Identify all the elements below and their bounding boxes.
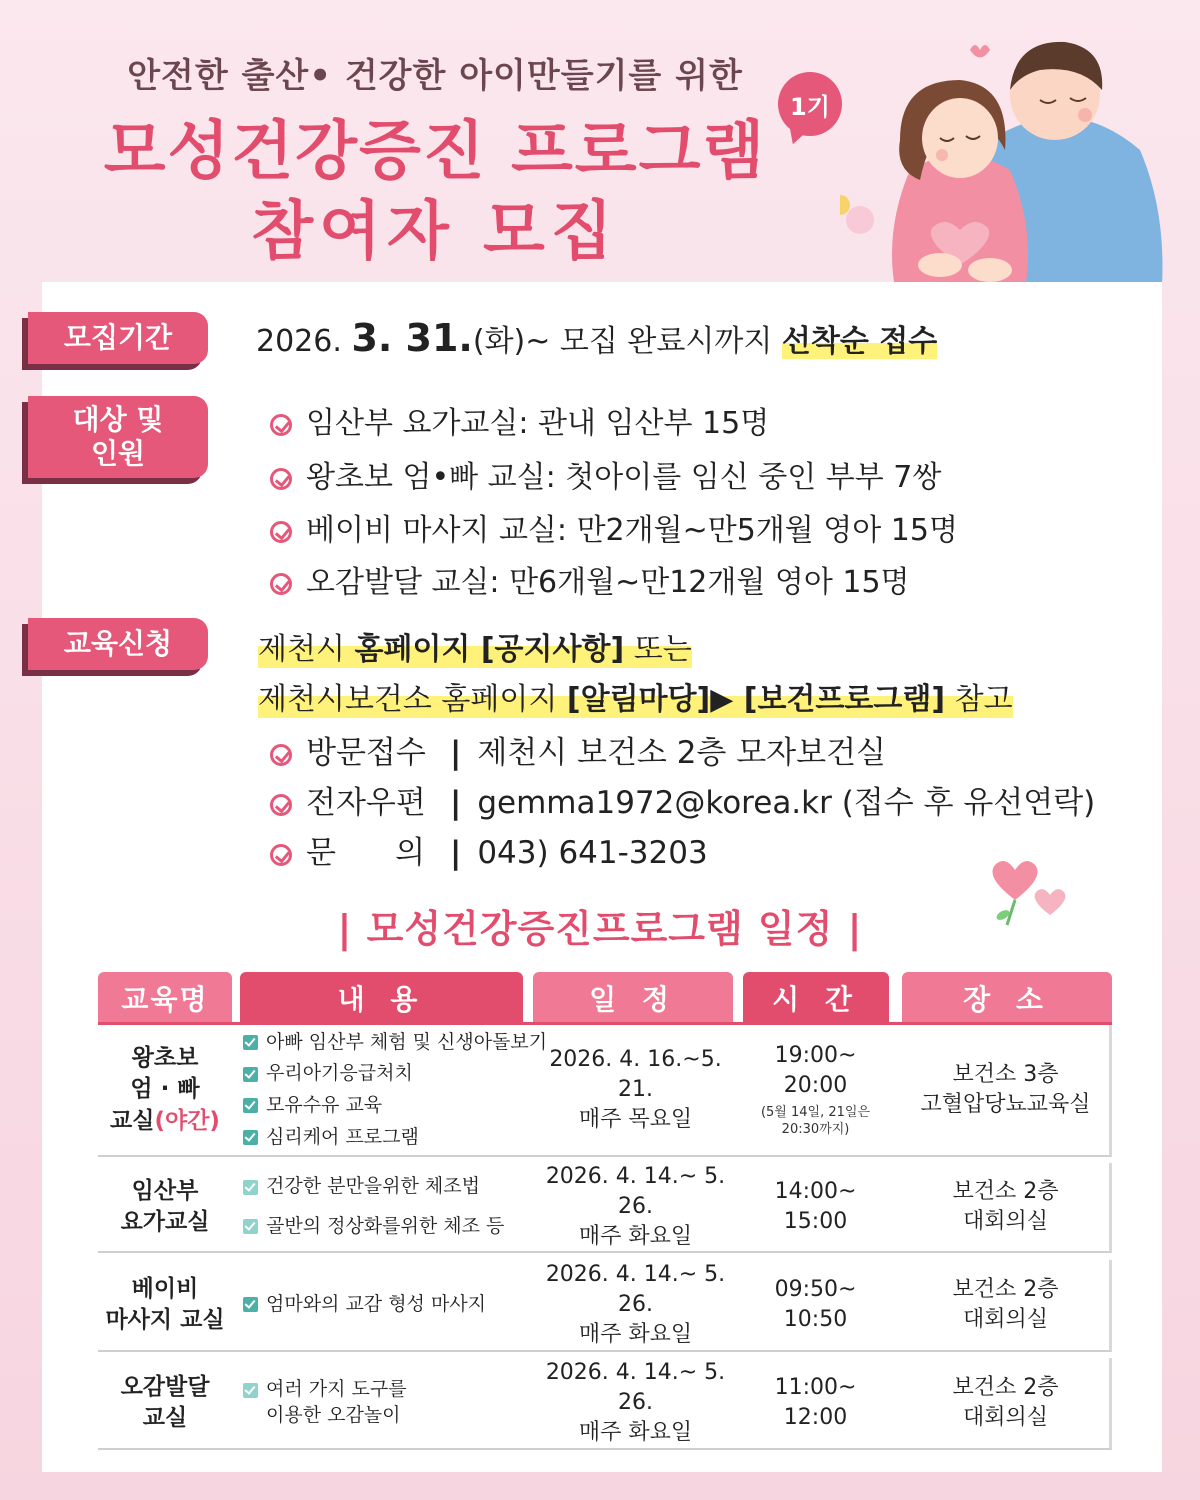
row-date-day: 매주 화요일 bbox=[578, 1223, 693, 1249]
apply-tag: 교육신청 bbox=[28, 618, 208, 670]
check-circle-icon bbox=[270, 468, 292, 490]
content-text: 우리아기응급처치 bbox=[266, 1062, 413, 1085]
col-header-time: 시 간 bbox=[743, 972, 889, 1024]
row-time bbox=[743, 1025, 888, 1155]
contact-key: 방문접수 bbox=[306, 735, 426, 771]
row-date-day: 매주 화요일 bbox=[578, 1419, 693, 1445]
content-item bbox=[243, 1174, 480, 1200]
table-row bbox=[98, 1025, 1112, 1157]
row-place bbox=[903, 1260, 1108, 1350]
checkbox-icon bbox=[243, 1383, 258, 1398]
content-item bbox=[243, 1377, 407, 1403]
row-place-line: 보건소 3층 bbox=[952, 1062, 1059, 1088]
target-desc: 관내 임산부 15명 bbox=[528, 406, 770, 441]
header-title-line2: 참여자 모집 bbox=[251, 195, 619, 269]
target-item bbox=[270, 452, 941, 496]
row-date-range: 2026. 4. 14.~ 5. 26. bbox=[545, 1262, 726, 1318]
row-content bbox=[243, 1358, 533, 1448]
checkbox-icon bbox=[243, 1297, 258, 1312]
row-place bbox=[903, 1025, 1108, 1155]
row-date-day: 매주 화요일 bbox=[578, 1321, 693, 1347]
target-desc: 만6개월~만12개월 영아 15명 bbox=[499, 565, 910, 600]
apply-line2-c: 참고 bbox=[945, 682, 1013, 717]
row-date bbox=[533, 1260, 738, 1350]
row-name-line: 요가교실 bbox=[120, 1209, 210, 1235]
row-place-line: 보건소 2층 bbox=[952, 1179, 1059, 1205]
header-subtitle: 안전한 출산• 건강한 아이만들기를 위한 bbox=[127, 56, 743, 96]
recruit-period-text bbox=[256, 316, 937, 360]
check-circle-icon bbox=[270, 573, 292, 595]
row-place-line: 보건소 2층 bbox=[952, 1277, 1059, 1303]
recruit-period-tag: 모집기간 bbox=[28, 312, 208, 364]
row-content bbox=[243, 1163, 533, 1251]
contact-value[interactable]: gemma1972@korea.kr (접수 후 유선연락) bbox=[477, 785, 1096, 821]
target-desc: 첫아이를 임신 중인 부부 7쌍 bbox=[555, 460, 942, 495]
target-item bbox=[270, 398, 769, 442]
row-name-night: (야간) bbox=[154, 1107, 220, 1134]
col-header-date: 일 정 bbox=[533, 972, 733, 1024]
check-circle-icon bbox=[270, 414, 292, 436]
apply-line2-b: [알림마당]▶ [보건프로그램] bbox=[566, 682, 946, 717]
target-item bbox=[270, 505, 958, 549]
checkbox-icon bbox=[243, 1130, 258, 1145]
target-name: 왕초보 엄•빠 교실: bbox=[306, 460, 556, 495]
row-name bbox=[98, 1358, 232, 1448]
apply-line1-b: 홈페이지 [공지사항] bbox=[354, 632, 625, 667]
row-time-end: 20:00 bbox=[783, 1073, 848, 1099]
row-place-line: 고혈압당뇨교육실 bbox=[920, 1092, 1091, 1117]
row-date-range: 2026. 4. 16.~5. 21. bbox=[549, 1047, 722, 1103]
row-name bbox=[98, 1025, 232, 1155]
contact-key: 전자우편 bbox=[306, 785, 426, 821]
table-row bbox=[98, 1163, 1112, 1253]
row-time-start: 09:50~ bbox=[774, 1277, 857, 1303]
checkbox-icon bbox=[243, 1098, 258, 1113]
target-desc: 만2개월~만5개월 영아 15명 bbox=[567, 513, 958, 548]
row-name-line: 베이비 bbox=[131, 1275, 199, 1302]
edition-badge: 1기 bbox=[778, 72, 842, 136]
row-place bbox=[903, 1163, 1108, 1251]
content-text: 심리케어 프로그램 bbox=[266, 1125, 419, 1148]
col-header-content: 내 용 bbox=[240, 972, 523, 1024]
row-content bbox=[243, 1260, 533, 1350]
target-name: 베이비 마사지 교실: bbox=[306, 513, 568, 548]
contact-value: 제천시 보건소 2층 모자보건실 bbox=[477, 735, 886, 771]
row-date-range: 2026. 4. 14.~ 5. 26. bbox=[545, 1360, 726, 1416]
content-text: 엄마와의 교감 형성 마사지 bbox=[266, 1293, 487, 1316]
row-name-line: 교실 bbox=[142, 1405, 188, 1431]
table-row bbox=[98, 1260, 1112, 1352]
content-text: 건강한 분만을위한 체조법 bbox=[266, 1175, 480, 1198]
row-name bbox=[98, 1163, 232, 1251]
contact-value[interactable]: 043) 641-3203 bbox=[477, 835, 708, 871]
apply-line1-c: 또는 bbox=[624, 632, 692, 667]
row-content bbox=[243, 1025, 548, 1155]
content-text: 골반의 정상화를위한 체조 등 bbox=[266, 1215, 505, 1237]
targets-tag bbox=[28, 396, 208, 478]
check-circle-icon bbox=[270, 794, 292, 816]
row-time bbox=[743, 1163, 888, 1251]
content-item bbox=[243, 1292, 486, 1318]
recruit-date: 3. 31. bbox=[351, 316, 473, 360]
row-place-line: 대회의실 bbox=[962, 1307, 1048, 1332]
contact-key: 문 의 bbox=[306, 835, 426, 871]
row-time-start: 19:00~ bbox=[774, 1043, 857, 1069]
checkbox-icon bbox=[243, 1219, 258, 1234]
row-name-line: 교실 bbox=[110, 1107, 155, 1134]
apply-line2-a: 제천시보건소 홈페이지 bbox=[258, 682, 567, 717]
row-date-day: 매주 목요일 bbox=[578, 1106, 693, 1132]
target-name: 오감발달 교실: bbox=[306, 565, 500, 600]
content-text: 이용한 오감놀이 bbox=[266, 1404, 401, 1426]
content-item bbox=[243, 1093, 382, 1119]
col-header-place: 장 소 bbox=[902, 972, 1112, 1024]
content-item bbox=[243, 1030, 547, 1056]
row-date bbox=[533, 1163, 738, 1251]
content-item bbox=[243, 1061, 413, 1087]
row-time-note: (5월 14일, 21일은 20:30까지) bbox=[760, 1104, 871, 1137]
row-date bbox=[533, 1358, 738, 1448]
row-name-line: 엄 · 빠 bbox=[130, 1076, 200, 1103]
row-place-line: 대회의실 bbox=[962, 1209, 1048, 1234]
col-header-name: 교육명 bbox=[98, 972, 232, 1024]
row-name-line: 마사지 교실 bbox=[105, 1307, 225, 1333]
row-time bbox=[743, 1358, 888, 1448]
row-date bbox=[533, 1025, 738, 1155]
target-name: 임산부 요가교실: bbox=[306, 406, 529, 441]
row-time-start: 14:00~ bbox=[774, 1179, 857, 1205]
check-circle-icon bbox=[270, 744, 292, 766]
apply-line1-a: 제천시 bbox=[258, 632, 355, 667]
content-text: 모유수유 교육 bbox=[266, 1094, 383, 1116]
content-item bbox=[243, 1403, 401, 1429]
row-name-line: 임산부 bbox=[131, 1177, 199, 1204]
row-time-start: 11:00~ bbox=[774, 1375, 857, 1401]
check-circle-icon bbox=[270, 844, 292, 866]
row-place-line: 대회의실 bbox=[962, 1405, 1048, 1430]
row-name-line: 왕초보 bbox=[131, 1045, 199, 1072]
row-date-range: 2026. 4. 14.~ 5. 26. bbox=[545, 1164, 726, 1220]
contact-email: 전자우편 | gemma1972@korea.kr (접수 후 유선연락) bbox=[270, 777, 1095, 822]
content-text: 아빠 임산부 체험 및 신생아돌보기 bbox=[266, 1030, 548, 1053]
apply-line1 bbox=[258, 624, 692, 668]
recruit-day: (화)~ 모집 완료시까지 bbox=[472, 324, 782, 359]
header-title-line1: 모성건강증진 프로그램 bbox=[103, 115, 767, 189]
checkbox-icon bbox=[243, 1180, 258, 1195]
schedule-title: | 모성건강증진프로그램 일정 | bbox=[337, 907, 863, 951]
row-place bbox=[903, 1358, 1108, 1448]
row-time-end: 12:00 bbox=[783, 1405, 848, 1430]
checkbox-icon bbox=[243, 1035, 258, 1050]
row-name bbox=[98, 1260, 232, 1350]
checkbox-icon bbox=[243, 1067, 258, 1082]
contact-visit: 방문접수 | 제천시 보건소 2층 모자보건실 bbox=[270, 727, 886, 772]
content-item bbox=[243, 1214, 504, 1240]
row-time bbox=[743, 1260, 888, 1350]
targets-tag-label: 대상 및 인원 bbox=[72, 403, 164, 470]
apply-line2 bbox=[258, 674, 1013, 718]
row-place-line: 보건소 2층 bbox=[952, 1375, 1059, 1401]
content-item bbox=[243, 1125, 419, 1151]
row-time-end: 15:00 bbox=[783, 1209, 848, 1234]
couple-illustration bbox=[840, 20, 1170, 320]
row-name-line: 오감발달 bbox=[120, 1373, 210, 1400]
content-text: 여러 가지 도구를 bbox=[266, 1378, 407, 1401]
table-row bbox=[98, 1358, 1112, 1450]
recruit-year: 2026. bbox=[256, 324, 342, 359]
check-circle-icon bbox=[270, 521, 292, 543]
row-time-end: 10:50 bbox=[783, 1307, 848, 1332]
recruit-highlight: 선착순 접수 bbox=[781, 324, 938, 359]
target-item bbox=[270, 557, 910, 601]
contact-phone: 문 의 | 043) 641-3203 bbox=[270, 827, 708, 872]
